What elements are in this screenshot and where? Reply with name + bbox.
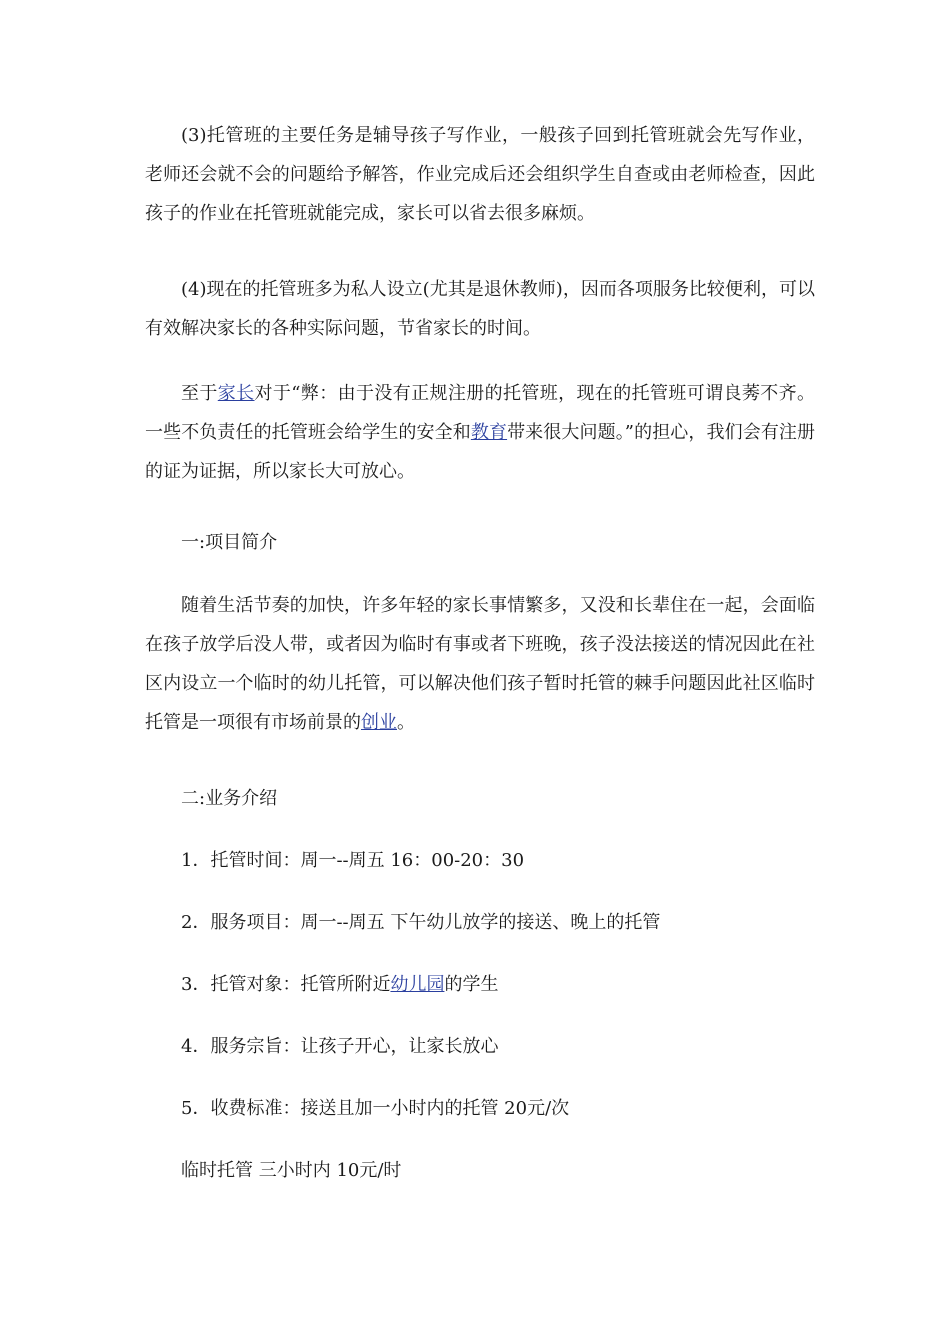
list-item-purpose: 4．服务宗旨：让孩子开心，让家长放心: [181, 1036, 499, 1057]
paragraph-6-text-1: 随着生活节奏的加快，许多年轻的家长事情繁多，又没和长辈住在一起，会面临在孩子放学后没人带，或者因为临时有事或者下班晚，孩子没法接送的情况因此在社区内设立一个临时的幼儿托管，可以解决他们孩子暂时托管的棘手问题因此社区临时托管是一项很有市场前景的: [145, 595, 815, 733]
paragraph-6: [145, 586, 815, 742]
list-item-hours: 1．托管时间：周一--周五 16：00-20：30: [181, 850, 525, 871]
section-heading-project-intro: 一:项目简介: [181, 532, 278, 553]
paragraph-5-text-2: 对于“弊：由于没有正规注册的托管班，现在的托管班可谓良莠不齐。一些不负责任的托管班会给学生的安全和: [145, 383, 816, 443]
list-item-fees: 5．收费标准：接送且加一小时内的托管 20元/次: [181, 1098, 570, 1119]
link-education[interactable]: 教育: [470, 422, 508, 443]
paragraph-4: (4)现在的托管班多为私人设立(尤其是退休教师)，因而各项服务比较便利，可以有效解决家长的各种实际问题，节省家长的时间。: [145, 279, 815, 339]
link-parents[interactable]: 家长: [217, 383, 255, 404]
link-kindergarten[interactable]: 幼儿园: [390, 974, 445, 995]
list-item-target-text-1: 3．托管对象：托管所附近: [181, 974, 391, 995]
paragraph-5-text-1: 至于: [181, 383, 218, 404]
list-item-target-text-2: 的学生: [444, 974, 499, 995]
section-heading-business-intro: 二:业务介绍: [181, 788, 278, 809]
link-startup[interactable]: 创业: [361, 712, 397, 733]
list-item-temporary-care: 临时托管 三小时内 10元/时: [181, 1160, 402, 1181]
list-item-services: 2．服务项目：周一--周五 下午幼儿放学的接送、晚上的托管: [181, 912, 661, 933]
list-item-target: [181, 972, 498, 998]
paragraph-5-text-3: 带来很大问题。”的担心，我们会有注册的证为证据，所以家长大可放心。: [145, 422, 816, 482]
paragraph-6-text-2: 。: [397, 712, 415, 733]
paragraph-5: [145, 374, 815, 491]
paragraph-3: (3)托管班的主要任务是辅导孩子写作业，一般孩子回到托管班就会先写作业，老师还会就不会的问题给予解答，作业完成后还会组织学生自查或由老师检查，因此孩子的作业在托管班就能完成，家长可以省去很多麻烦。: [145, 125, 815, 224]
